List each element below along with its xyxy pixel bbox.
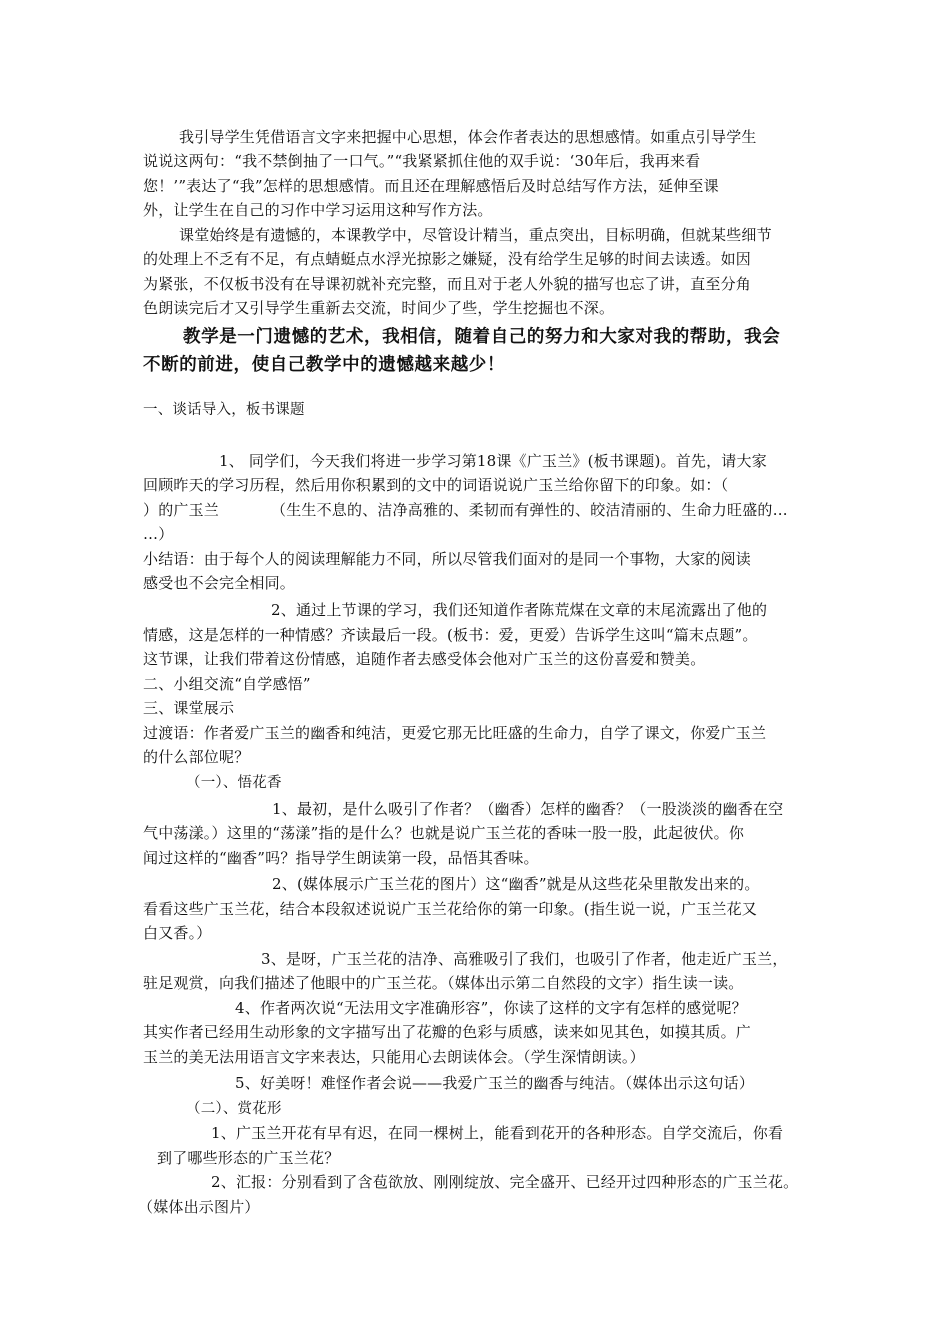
text-line: 回顾昨天的学习历程，然后用你积累到的文中的词语说说广玉兰给你留下的印象。如：（ (143, 476, 729, 494)
text-line: 2、通过上节课的学习，我们还知道作者陈荒煤在文章的末尾流露出了他的 (271, 601, 768, 619)
text-line: 说说这两句：“我不禁倒抽了一口气。”“我紧紧抓住他的双手说：‘30年后，我再来看 (143, 152, 701, 170)
text-line: 课堂始终是有遗憾的，本课教学中，尽管设计精当，重点突出，目标明确，但就某些细节 (179, 226, 772, 244)
text-line: 过渡语：作者爱广玉兰的幽香和纯洁，更爱它那无比旺盛的生命力，自学了课文，你爱广玉兰 (143, 724, 767, 742)
emphasis-line: 教学是一门遗憾的艺术，我相信，随着自己的努力和大家对我的帮助，我会 (183, 327, 781, 347)
text-line: 闻过这样的“幽香”吗？指导学生朗读第一段，品悟其香味。 (143, 849, 539, 867)
text-line: 色朗读完后才又引导学生重新去交流，时间少了些，学生挖掘也不深。 (143, 299, 615, 317)
subsection-heading: （一）、悟花香 (186, 775, 282, 791)
text-line: 玉兰的美无法用语言文字来表达，只能用心去朗读体会。（学生深情朗读。） (143, 1048, 645, 1066)
text-line: 看看这些广玉兰花，结合本段叙述说说广玉兰花给你的第一印象。(指生说一说，广玉兰花又 (143, 900, 758, 918)
text-line: 2、汇报：分别看到了含苞欲放、刚刚绽放、完全盛开、已经开过四种形态的广玉兰花。 (211, 1173, 799, 1191)
text-line: …） (143, 525, 174, 543)
subsection-heading: （二）、赏花形 (186, 1101, 282, 1117)
text-line: 气中荡漾。）这里的“荡漾”指的是什么？也就是说广玉兰花的香味一股一股，此起彼伏。你 (143, 824, 745, 842)
emphasis-line: 不断的前进，使自己教学中的遗憾越来越少！ (143, 355, 505, 375)
text-line: 3、是呀，广玉兰花的洁净、高雅吸引了我们，也吸引了作者，他走近广玉兰， (261, 950, 788, 968)
text-line: 这节课，让我们带着这份情感，追随作者去感受体会他对广玉兰的这份喜爱和赞美。 (143, 650, 706, 668)
text-line: 4、作者两次说“无法用文字准确形容”，你读了这样的文字有怎样的感觉呢？ (235, 999, 747, 1017)
text-line: 我引导学生凭借语言文字来把握中心思想，体会作者表达的思想感情。如重点引导学生 (179, 128, 757, 146)
text-line: 到了哪些形态的广玉兰花？ (157, 1149, 340, 1167)
text-line: 的什么部位呢？ (143, 748, 250, 766)
text-line: 1、广玉兰开花有早有迟，在同一棵树上，能看到花开的各种形态。自学交流后，你看 (211, 1124, 784, 1142)
text-line: 驻足观赏，向我们描述了他眼中的广玉兰花。（媒体出示第二自然段的文字）指生读一读。 (143, 974, 744, 992)
text-line: 小结语：由于每个人的阅读理解能力不同，所以尽管我们面对的是同一个事物，大家的阅读 (143, 550, 752, 568)
text-line: 5、好美呀！难怪作者会说——我爱广玉兰的幽香与纯洁。（媒体出示这句话） (235, 1074, 755, 1092)
text-line: 1、 同学们，今天我们将进一步学习第18课《广玉兰》(板书课题)。首先，请大家 (219, 452, 767, 470)
section-heading: 三、课堂展示 (143, 699, 235, 717)
text-line: （媒体出示图片） (138, 1198, 260, 1216)
text-line: 情感，这是怎样的一种情感？齐读最后一段。(板书：爱，更爱）告诉学生这叫“篇末点题”。 (143, 626, 758, 644)
text-line: 白又香。） (143, 924, 212, 942)
text-line: 的处理上不乏有不足，有点蜻蜓点水浮光掠影之嫌疑，没有给学生足够的时间去读透。如因 (143, 250, 752, 268)
text-line: 其实作者已经用生动形象的文字描写出了花瓣的色彩与质感，读来如见其色，如摸其质。广 (143, 1023, 752, 1041)
text-line: 2、(媒体展示广玉兰花的图片）这“幽香”就是从这些花朵里散发出来的。 (272, 875, 760, 893)
text-line: ）的广玉兰 (143, 501, 220, 519)
section-heading: 一、谈话导入，板书课题 (143, 402, 305, 418)
text-line: 1、最初，是什么吸引了作者？（幽香）怎样的幽香？（一股淡淡的幽香在空 (272, 800, 784, 818)
text-line: 外，让学生在自己的习作中学习运用这种写作方法。 (143, 201, 493, 219)
text-line: （生生不息的、洁净高雅的、柔韧而有弹性的、皎洁清丽的、生命力旺盛的… (271, 501, 788, 519)
section-heading: 二、小组交流“自学感悟” (143, 675, 311, 693)
text-line: 为紧张，不仅板书没有在导课初就补充完整，而且对于老人外貌的描写也忘了讲，直至分角 (143, 275, 752, 293)
text-line: 您！’”表达了“我”怎样的思想感情。而且还在理解感悟后及时总结写作方法，延伸至课 (143, 177, 719, 195)
text-line: 感受也不会完全相同。 (143, 574, 296, 592)
